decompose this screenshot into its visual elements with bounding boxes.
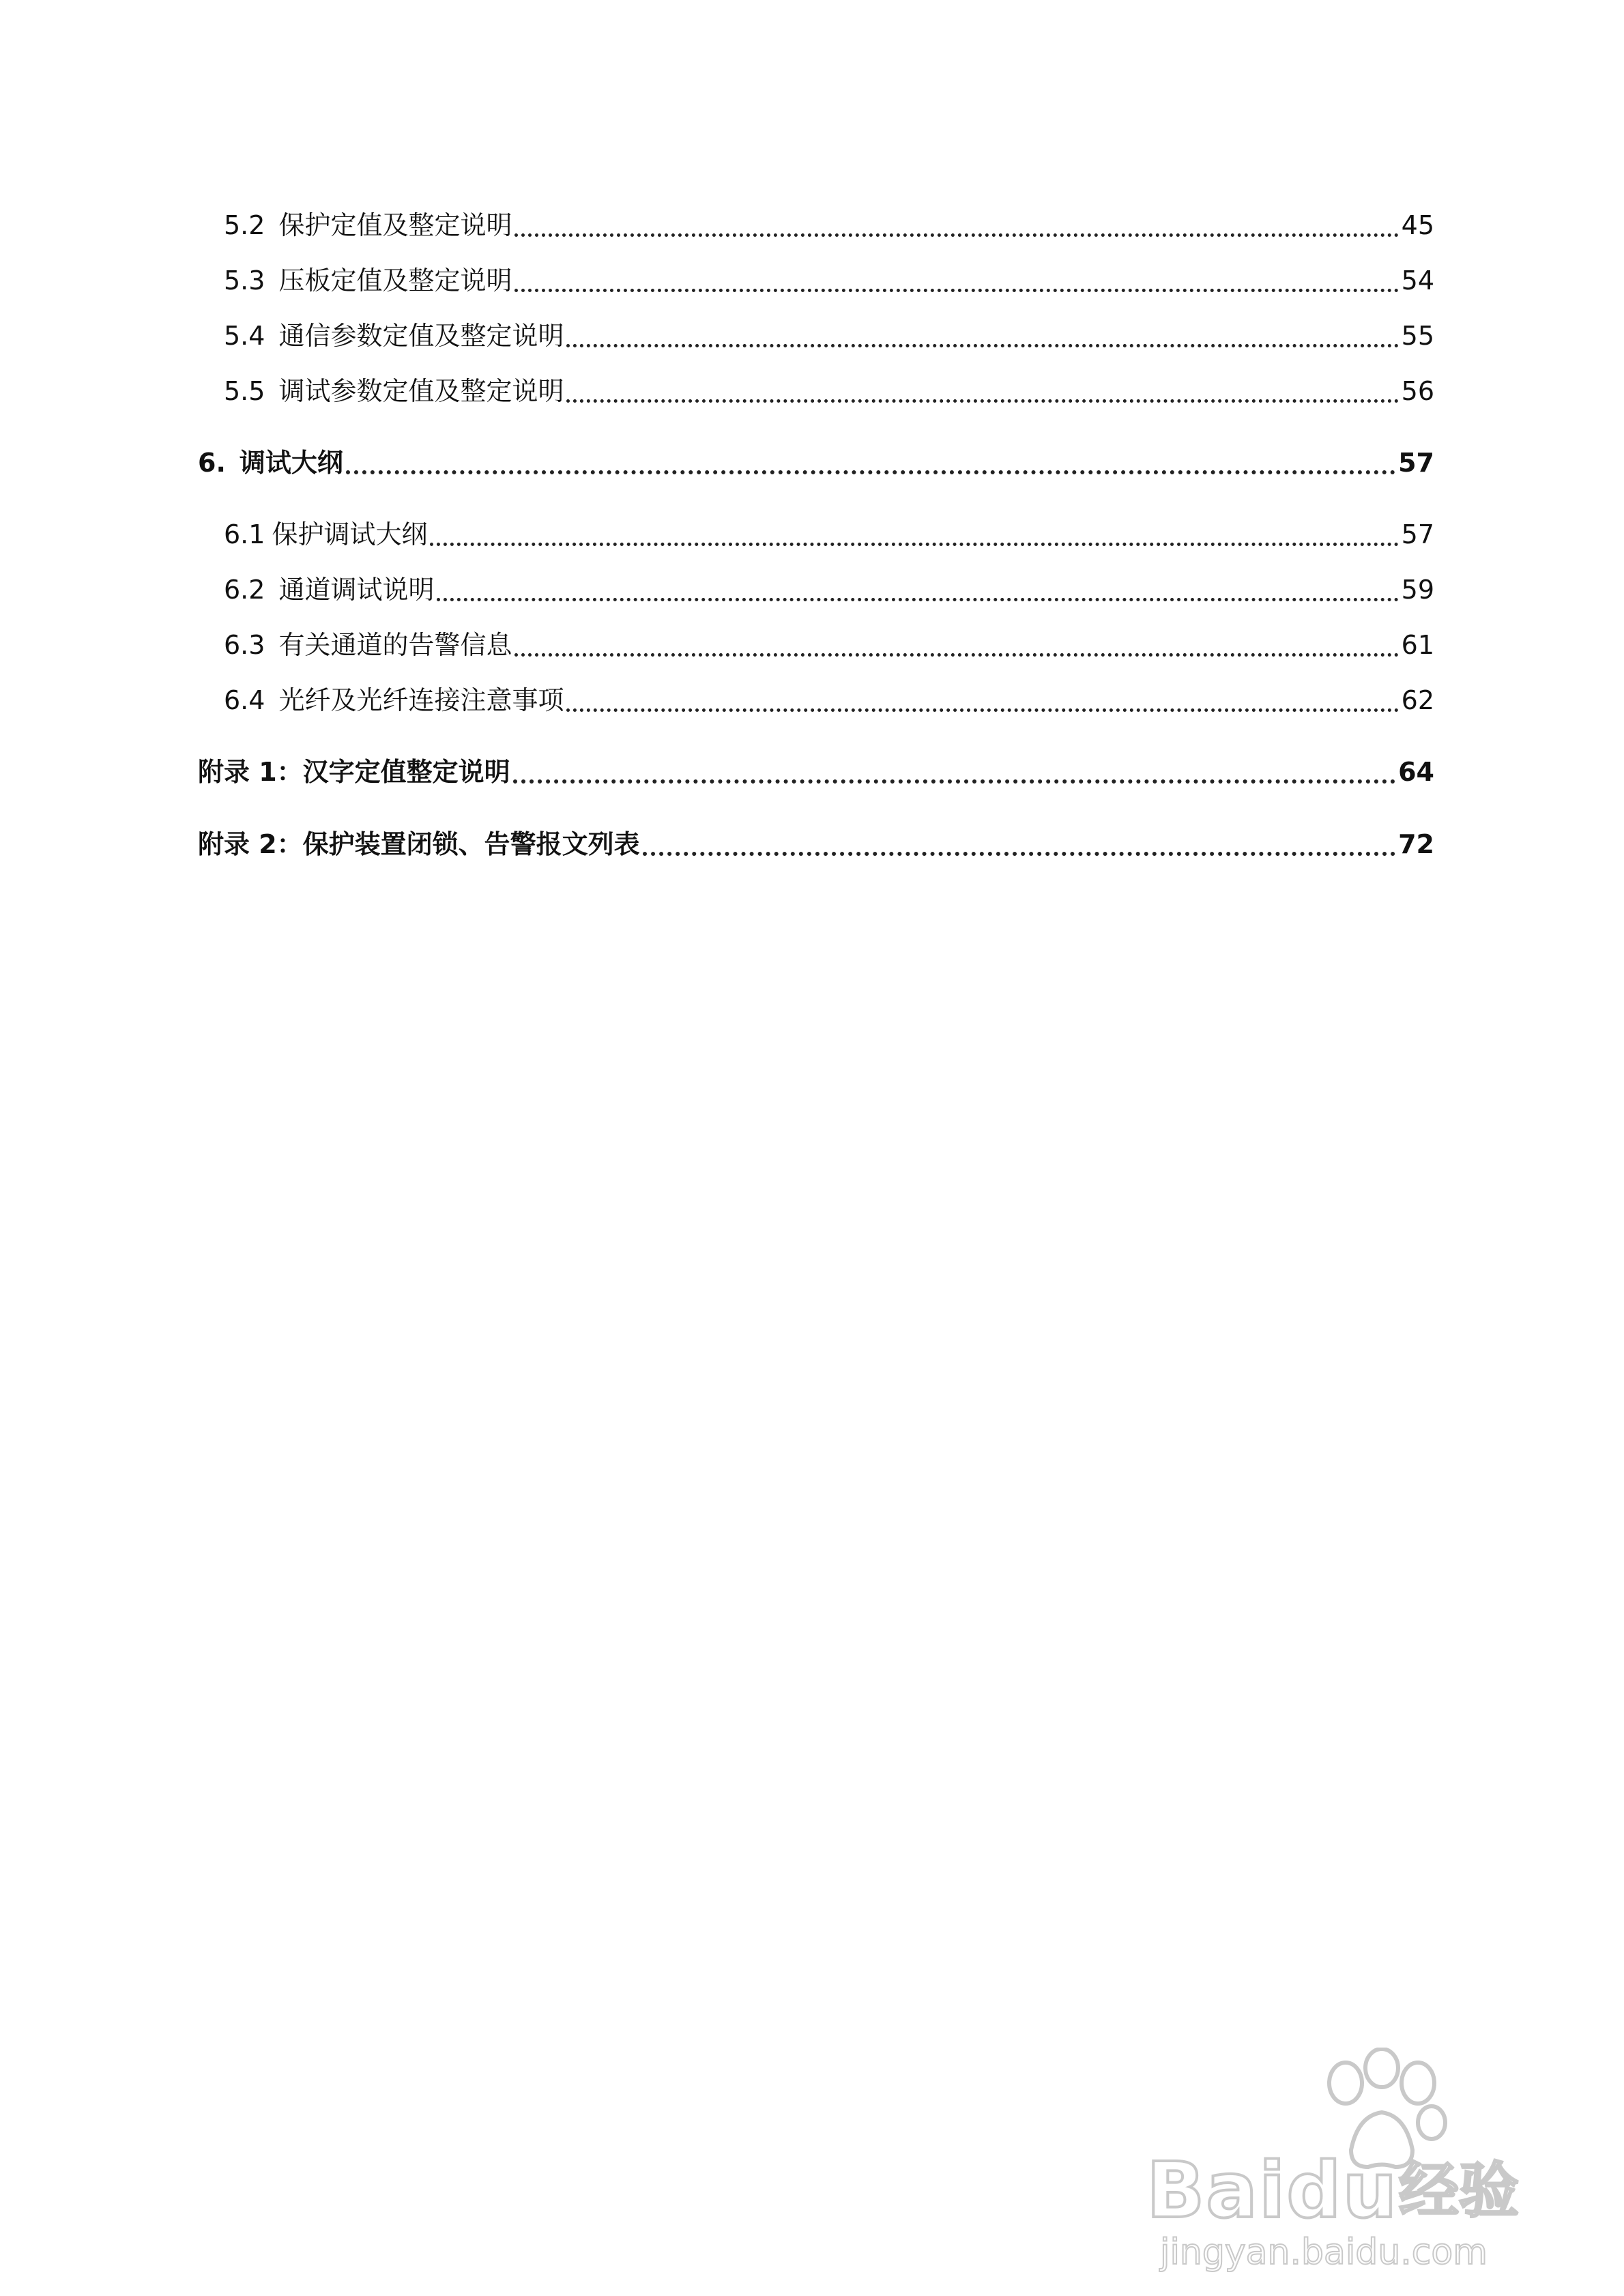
toc-entry-number: 6.1 [224, 519, 265, 549]
toc-entry-number: 6.3 [224, 630, 265, 660]
baidu-jingyan-watermark [1146, 2048, 1556, 2273]
toc-entry-number: 5.5 [224, 376, 265, 406]
toc-dot-leader [514, 289, 1398, 292]
toc-entry-title: 通道调试说明 [278, 575, 435, 605]
toc-dot-leader [566, 399, 1398, 403]
toc-dot-leader [514, 653, 1398, 657]
toc-entry-number: 5.4 [224, 321, 265, 351]
toc-entry-title: 有关通道的告警信息 [278, 630, 512, 660]
toc-entry-number: 附录 1： [198, 757, 303, 787]
toc-entry-5-2[interactable] [224, 205, 1434, 246]
toc-entry-number: 5.3 [224, 266, 265, 296]
toc-entry-6-2[interactable] [224, 569, 1434, 610]
toc-entry-title: 压板定值及整定说明 [278, 266, 512, 296]
toc-page-number: 57 [1398, 448, 1434, 478]
toc-dot-leader [514, 233, 1398, 237]
toc-entry-title: 汉字定值整定说明 [302, 757, 510, 787]
toc-entry-6-3[interactable] [224, 625, 1434, 665]
toc-entry-number: 6. [198, 448, 226, 478]
toc-entry-title: 调试参数定值及整定说明 [278, 376, 564, 406]
toc-entry-number: 6.2 [224, 575, 265, 605]
toc-dot-leader [437, 598, 1398, 601]
toc-dot-leader [346, 470, 1395, 474]
toc-dot-leader [513, 779, 1395, 784]
toc-entry-title: 调试大纲 [239, 448, 343, 478]
toc-entry-title: 保护调试大纲 [272, 519, 428, 549]
toc-entry-5-3[interactable] [224, 260, 1434, 301]
toc-entry-title: 光纤及光纤连接注意事项 [278, 685, 564, 715]
toc-entry-appendix-1[interactable] [198, 751, 1434, 792]
toc-page-number: 54 [1401, 266, 1434, 296]
toc-page-number: 56 [1401, 376, 1434, 406]
table-of-contents [0, 0, 1624, 956]
toc-dot-leader [566, 708, 1398, 712]
toc-page-number: 59 [1401, 575, 1434, 605]
toc-entry-title: 保护装置闭锁、告警报文列表 [302, 829, 640, 859]
toc-entry-5-5[interactable] [224, 371, 1434, 412]
toc-page-number: 57 [1401, 519, 1434, 549]
toc-entry-number: 5.2 [224, 210, 265, 240]
toc-entry-title: 通信参数定值及整定说明 [278, 321, 564, 351]
toc-entry-number: 6.4 [224, 685, 265, 715]
watermark-jingyan-text: 经验 [1399, 2155, 1520, 2226]
toc-page-number: 45 [1401, 210, 1434, 240]
toc-dot-leader [566, 344, 1398, 347]
toc-entry-6[interactable] [198, 442, 1434, 483]
toc-entry-title: 保护定值及整定说明 [278, 210, 512, 240]
toc-dot-leader [643, 852, 1395, 856]
toc-entry-appendix-2[interactable] [198, 824, 1434, 865]
toc-page-number: 55 [1401, 321, 1434, 351]
toc-entry-number: 附录 2： [198, 829, 303, 859]
toc-entry-6-4[interactable] [224, 680, 1434, 721]
watermark-url: jingyan.baidu.com [1160, 2232, 1488, 2273]
watermark-brand: Baidu [1146, 2147, 1399, 2235]
toc-page-number: 61 [1401, 630, 1434, 660]
toc-page-number: 64 [1398, 757, 1434, 787]
toc-page-number: 72 [1398, 829, 1434, 859]
toc-dot-leader [430, 543, 1398, 546]
toc-page-number: 62 [1401, 685, 1434, 715]
toc-entry-6-1[interactable] [224, 514, 1434, 555]
toc-entry-5-4[interactable] [224, 315, 1434, 356]
